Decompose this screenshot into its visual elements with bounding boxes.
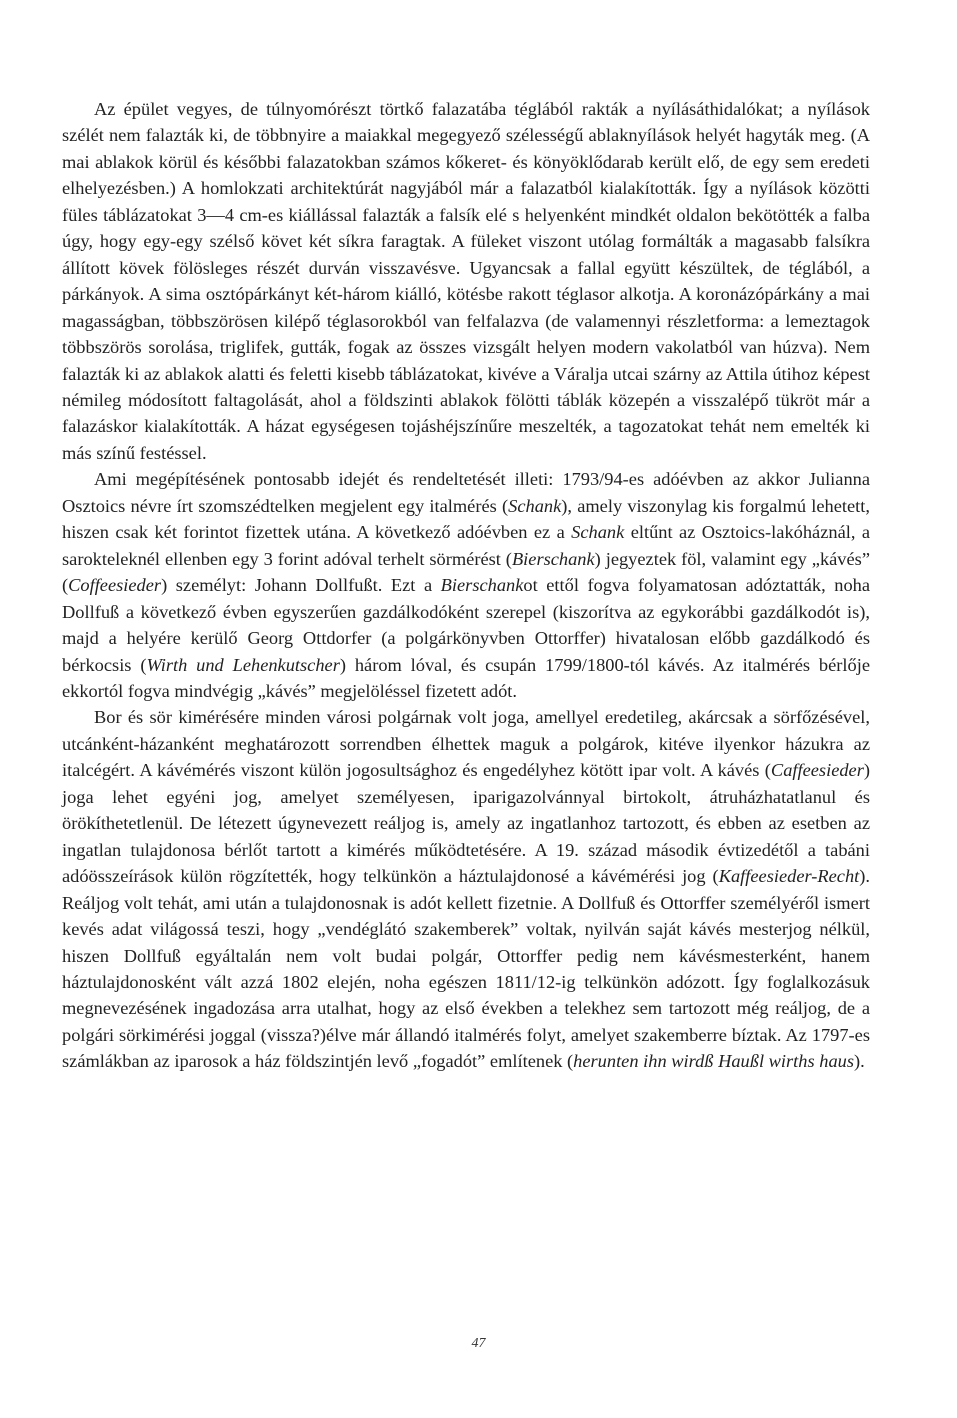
text-run: ). Reáljog volt tehát, ami után a tulajdonosnak is adót kellett fizetnie. A Dollfuß és Ottorffer személyéről ismert kevés adat világossá teszi, hogy „vendéglátó szakemberek” voltak, nyilván saját kávés mesterjog nélkül, hiszen Dollfuß egyáltalán nem volt budai polgár, Ottorffer pedig nem kávésmesterként, hanem háztulajdonosként vált azzá 1802 elején, noha egészen 1811/12-ig telkünkön adózott. Így foglalkozásuk megnevezésének ingadozása arra utalhat, hogy az első években a telekhez sem tartozott még reáljog, de a polgári sörkimérési joggal (vissza?)élve már állandó italmérés folyt, amelyet szakemberre bíztak. Az 1797-es számlákban az iparosok a ház földszintjén levő „fogadót” említenek ( [62,866,870,1072]
text-run: ) három lóval, és csupán 1799/1800-tól kávés. Az italmérés bérlője ekkortól fogva mindvégig „kávés” megjelöléssel fizetett adót. [62,654,870,701]
text-run: Ami megépítésének pontosabb idejét és rendeltetését illeti: 1793/94-es adóévben az akkor Julianna Osztoics névre írt szomszédtelken megjelent egy italmérés ( [62,469,870,516]
italic-term: Coffeesieder [68,575,162,596]
italic-term: Caffeesieder [770,760,864,781]
document-page [62,96,870,1075]
italic-term: Wirth und Lehenkutscher [146,654,340,675]
text-run: ) jegyeztek föl, valamint egy „kávés” ( [62,548,870,596]
text-run: ) joga lehet egyéni jog, amelyet személyesen, iparigazolvánnyal birtokolt, átruházhatatlanul és örökíthetetlenül. De létezett úgynevezett reáljog is, amely az ingatlanhoz tartozott, és ebben az esetben az ingatlan tulajdonosa bérlőt tartott a kimérés működtetésére. A 19. század második évtizedétől a tabáni adóösszeírások külön rögzítették, hogy telkünkön a háztulajdonosé a kávémérési jog ( [62,760,870,887]
text-run: eltűnt az Osztoics-lakóháznál, a sarokteleknél ellenben egy 3 forint adóval terhelt sörmérést ( [62,522,871,569]
italic-term: Schank [508,495,562,516]
text-run: Bor és sör kimérésére minden városi polgárnak volt joga, amellyel eredetileg, akárcsak a sörfőzésével, utcánként-házanként meghatározott sorrendben élhettek maguk a polgárok, kitéve ilyenkor házukra az italcégért. A kávémérés viszont külön jogosultsághoz és engedélyhez kötött ipar volt. A kávés ( [62,707,870,781]
paragraph-construction-date [62,466,870,704]
page-number: 47 [471,1336,486,1351]
text-run: Az épület vegyes, de túlnyomórészt törtkő falazatába téglából rakták a nyílásáthidalókat; a nyílások szélét nem falazták ki, de többnyire a maiakkal megegyező szélességű ablaknyílások helyét hagyták meg. (A mai ablakok körül és későbbi falazatokban számos kőkeret- és könyöklődarab került elő, de egy sem eredeti elhelyezésben.) A homlokzati architektúrát nagyjából már a falazatból kialakították. Így a nyílások közötti füles táblázatokat 3—4 cm-es kiállással falazták a falsík elé s helyenként mindkét oldalon bekötötték a falba úgy, hogy egy-egy szélső követ két síkra faragtak. A füleket viszont utólag formálták a magasabb falsíkra állított kövek fölösleges részét durván visszavésve. Ugyancsak a fallal együtt készültek, de téglából, a párkányok. A sima osztópárkányt két-három kiálló, kötésbe rakott téglasor alkotja. A koronázópárkány a mai magasságban, többszörösen kilépő téglasorokból van felfalazva (de valamennyi részletforma: a lemeztagok többszörös sorolása, triglifek, gutták, fogak az összes vizsgált helyen modern vakolatból van húzva). Nem falazták ki az ablakok alatti és feletti kisebb táblázatokat, kivéve a Váralja utcai szárny az Attila útihoz képest némileg módosított faltagolását, ahol a földszinti ablakok fölötti táblák közepén a visszalépő tükröt már a falazáskor kialakították. A házat egységesen tojáshéjszínűre meszelték, a tagozatokat tehát nem emelték ki más színű festéssel. [62,99,870,463]
text-run: ) személyt: Johann Dollfußt. Ezt a [161,575,441,596]
italic-term: Schank [571,522,625,543]
italic-term: herunten ihn wirdß Haußl wirths haus [573,1051,854,1072]
paragraph-building-structure [62,96,870,466]
paragraph-coffee-rights [62,704,870,1074]
text-run: ). [854,1051,865,1072]
text-run: ), amely viszonylag kis forgalmú lehetett, hiszen csak két forintot fizettek utána. A következő adóévben ez a [62,495,870,543]
italic-term: Kaffeesieder-Recht [718,866,860,887]
text-run: ot ettől fogva folyamatosan adóztatták, noha Dollfuß a következő évben egyszerűen gazdálkodóként szerepel (kiszorítva az egykorábbi gazdálkodót is), majd a helyére kerülő Georg Ottdorfer (a polgárkönyvben Ottorffer) hivatalosan előbb gazdálkodó és bérkocsis ( [62,575,871,675]
italic-term: Bierschank [511,548,595,569]
italic-term: Bierschank [440,575,524,596]
